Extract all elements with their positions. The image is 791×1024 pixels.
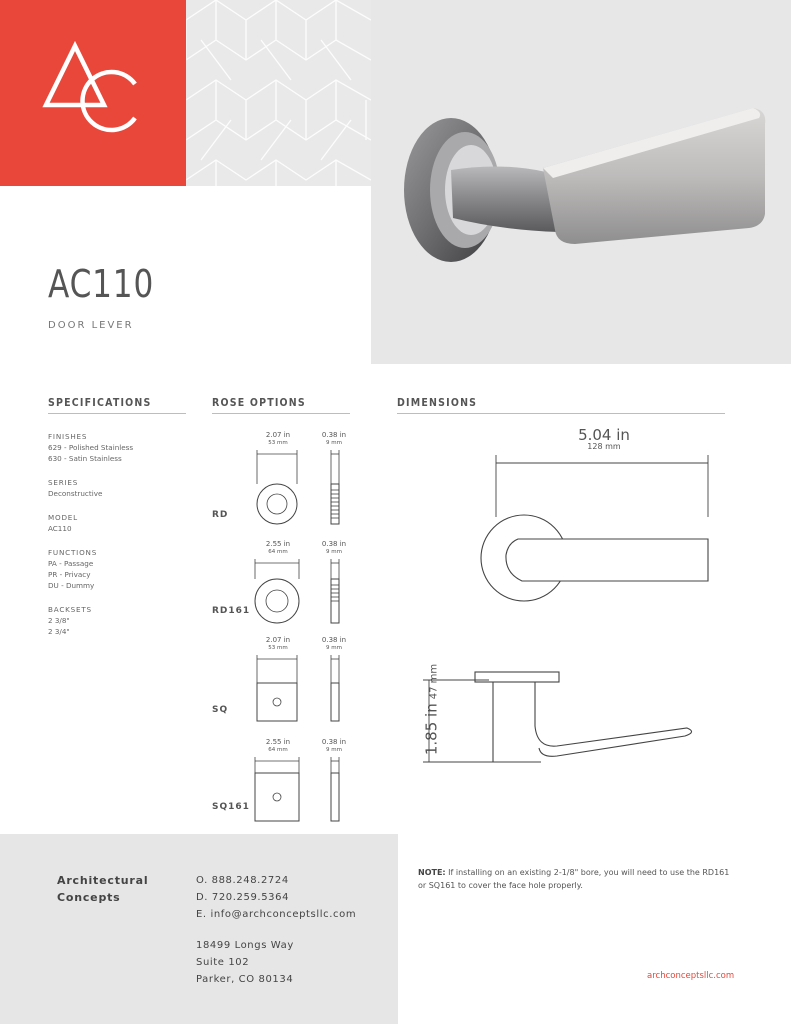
- product-photo: [371, 0, 791, 364]
- rose-diameter-label: 2.55 in 64 mm: [265, 540, 291, 555]
- ac-logo-icon: [0, 0, 186, 186]
- functions-label: FUNCTIONS: [48, 548, 98, 557]
- office-phone[interactable]: O. 888.248.2724: [196, 875, 289, 886]
- lever-side-view-drawing: [415, 668, 705, 768]
- finish-item: 629 - Polished Stainless: [48, 443, 134, 452]
- rose-sq161-drawing: [245, 757, 355, 827]
- rose-thickness-label: 0.38 in 9 mm: [321, 738, 347, 753]
- specifications-heading: SPECIFICATIONS: [48, 397, 186, 414]
- series-value: Deconstructive: [48, 489, 103, 498]
- brand-logo-block: [0, 0, 186, 186]
- function-item: PA - Passage: [48, 559, 94, 568]
- rose-option-label: RD161: [212, 606, 251, 616]
- width-mm: 128 mm: [587, 442, 621, 451]
- functions-group: [48, 547, 183, 591]
- series-group: [48, 477, 183, 499]
- series-label: SERIES: [48, 478, 79, 487]
- direct-phone[interactable]: D. 720.259.5364: [196, 892, 290, 903]
- function-item: PR - Privacy: [48, 570, 91, 579]
- rose-thickness-label: 0.38 in 9 mm: [321, 431, 347, 446]
- backset-item: 2 3/4": [48, 627, 70, 636]
- width-inches: 5.04 in: [578, 426, 630, 444]
- website-link[interactable]: archconceptsllc.com: [647, 971, 735, 981]
- company-name: Architectural Concepts: [57, 874, 149, 904]
- rose-diameter-label: 2.07 in 53 mm: [265, 431, 291, 446]
- finish-item: 630 - Satin Stainless: [48, 454, 122, 463]
- door-lever-image: [371, 0, 791, 364]
- installation-note: [418, 866, 738, 892]
- decorative-pattern: [186, 0, 371, 186]
- function-item: DU - Dummy: [48, 581, 95, 590]
- rose-rd161-drawing: [245, 559, 355, 629]
- rose-diameter-label: 2.07 in 53 mm: [265, 636, 291, 651]
- specifications-list: [48, 431, 183, 650]
- height-inches: 1.85 in: [422, 703, 441, 756]
- note-text: If installing on an existing 2-1/8" bore, you will need to use the RD161 or SQ161 to cover the face hole properly.: [418, 868, 730, 890]
- dimensions-heading: DIMENSIONS: [397, 397, 725, 414]
- model-group: [48, 512, 183, 534]
- rose-options-heading: ROSE OPTIONS: [212, 397, 350, 414]
- backset-item: 2 3/8": [48, 616, 70, 625]
- rose-option-label: RD: [212, 510, 229, 520]
- model-label: MODEL: [48, 513, 78, 522]
- rose-rd-drawing: [245, 450, 355, 530]
- rose-option-label: SQ161: [212, 802, 250, 812]
- rose-sq-drawing: [245, 655, 355, 725]
- note-label: NOTE:: [418, 868, 446, 877]
- rose-thickness-label: 0.38 in 9 mm: [321, 540, 347, 555]
- width-dimension-label: [556, 425, 652, 451]
- address-line: Suite 102: [196, 957, 250, 968]
- product-title: AC110: [48, 262, 155, 306]
- finishes-group: [48, 431, 183, 464]
- model-value: AC110: [48, 524, 72, 533]
- finishes-label: FINISHES: [48, 432, 88, 441]
- address-line: Parker, CO 80134: [196, 974, 294, 985]
- contact-info: [196, 872, 356, 988]
- rose-thickness-label: 0.38 in 9 mm: [321, 636, 347, 651]
- backsets-label: BACKSETS: [48, 605, 92, 614]
- rose-diameter-label: 2.55 in 64 mm: [265, 738, 291, 753]
- address-line: 18499 Longs Way: [196, 940, 294, 951]
- lever-top-view-drawing: [470, 455, 730, 605]
- product-subtitle: DOOR LEVER: [48, 320, 134, 331]
- email-link[interactable]: E. info@archconceptsllc.com: [196, 909, 357, 920]
- rose-option-label: SQ: [212, 705, 229, 715]
- backsets-group: [48, 604, 183, 637]
- height-mm: 47 mm: [428, 663, 440, 700]
